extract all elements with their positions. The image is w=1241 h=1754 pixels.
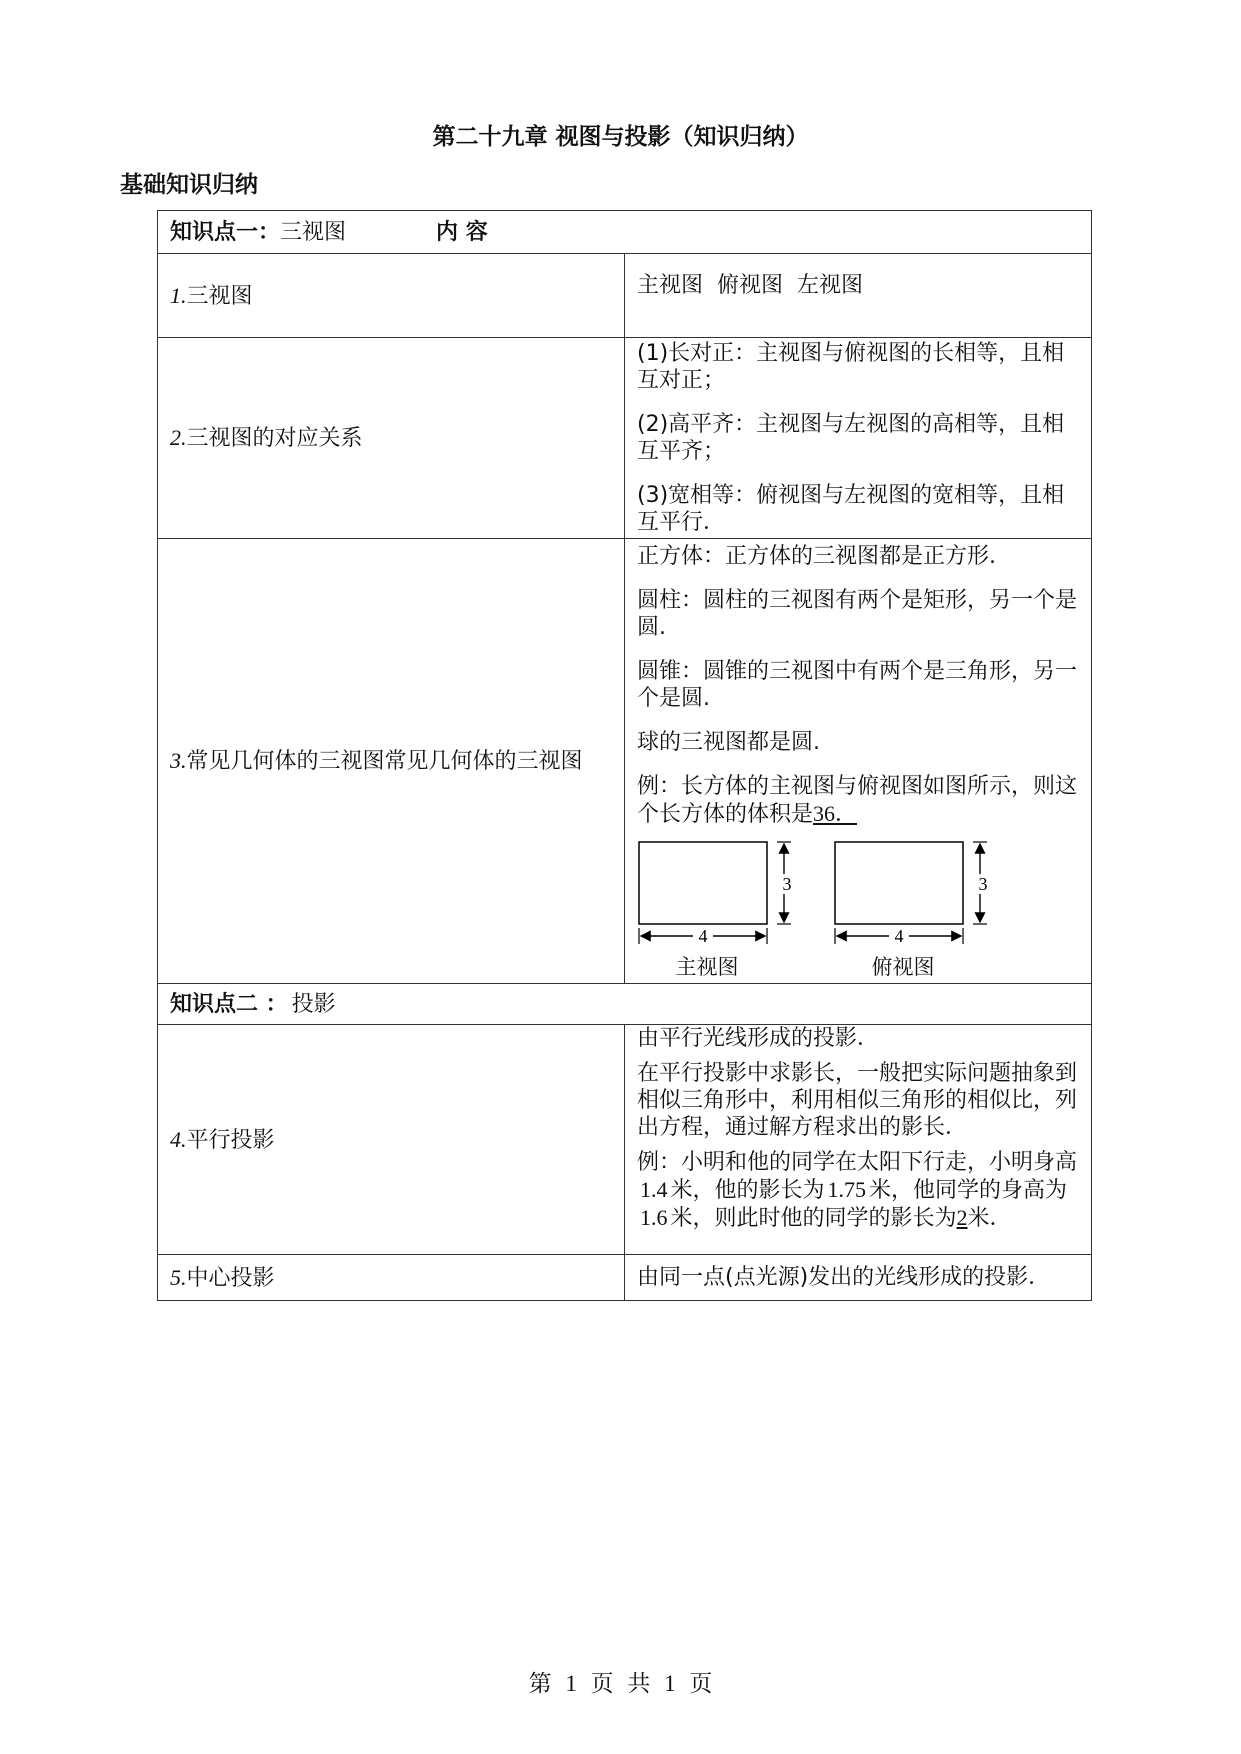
- page-title: 第二十九章 视图与投影（知识归纳）: [432, 124, 809, 150]
- row-label-text: 三视图: [186, 283, 253, 309]
- front-view-caption: 主视图: [675, 955, 739, 979]
- row-content: [625, 338, 1092, 539]
- front-view-diagram: [637, 838, 797, 950]
- rule-line: (1)长对正：主视图与俯视图的长相等，且相互对正；: [637, 341, 1065, 393]
- row-number: 4.: [170, 1126, 187, 1152]
- row-number: 5.: [170, 1264, 187, 1290]
- row-label: [158, 338, 625, 539]
- width-label: 4: [894, 926, 904, 946]
- kp2-label: 投影: [291, 991, 336, 1017]
- kp1-label: 三视图: [280, 219, 347, 245]
- table-row: [158, 1025, 1092, 1255]
- table-row: [158, 254, 1092, 338]
- knowledge-point-2-header: [158, 984, 1092, 1025]
- rule-line: (3)宽相等：俯视图与左视图的宽相等，且相互平行．: [637, 483, 1065, 535]
- width-label: 4: [698, 926, 708, 946]
- content-column-header: 内 容: [436, 219, 488, 245]
- solid-description: 圆锥：圆锥的三视图中有两个是三角形，另一个是圆.: [637, 659, 1078, 711]
- figures: [637, 838, 1079, 981]
- row-label-text: 常见几何体的三视图常见几何体的三视图: [186, 749, 583, 774]
- row-label: [158, 1255, 625, 1301]
- knowledge-table: [157, 210, 1092, 1301]
- solid-description: 球的三视图都是圆.: [637, 730, 820, 755]
- height-label: 3: [978, 874, 988, 894]
- table-row: [158, 1255, 1092, 1301]
- solid-description: 圆柱：圆柱的三视图有两个是矩形，另一个是圆.: [637, 588, 1078, 640]
- rule-line: (2)高平齐：主视图与左视图的高相等，且相互平齐；: [637, 412, 1065, 464]
- section-title: 基础知识归纳: [120, 172, 258, 198]
- three-views-names: 主视图 俯视图 左视图: [637, 273, 863, 298]
- knowledge-point-1-header: [158, 211, 1092, 254]
- table-row: [158, 338, 1092, 539]
- front-view-figure: [637, 838, 797, 981]
- example-answer: 2: [956, 1205, 968, 1230]
- example-answer: 36．: [813, 801, 858, 826]
- central-projection-definition: 由同一点(点光源)发出的光线形成的投影．: [637, 1265, 1051, 1290]
- row-number: 3.: [170, 748, 187, 773]
- row-label-text: 三视图的对应关系: [186, 426, 363, 451]
- row-number: 1.: [170, 282, 187, 308]
- row-label-text: 中心投影: [186, 1265, 275, 1291]
- page-footer: 第 1 页 共 1 页: [528, 1671, 713, 1696]
- top-view-figure: [833, 838, 993, 981]
- top-view-caption: 俯视图: [871, 955, 935, 979]
- row-content: [625, 254, 1092, 338]
- height-label: 3: [782, 874, 792, 894]
- row-number: 2.: [170, 425, 187, 450]
- row-label: [158, 539, 625, 984]
- row-label: [158, 1025, 625, 1255]
- row-content: [625, 1255, 1092, 1301]
- top-view-diagram: [833, 838, 993, 950]
- row-label: [158, 254, 625, 338]
- table-row: [158, 539, 1092, 984]
- parallel-projection-example: 例：小明和他的同学在太阳下行走，小明身高1.4 米，他的影长为 1.75 米，他同学的身高为1.6 米，则此时他的同学的影长为2米．: [637, 1150, 1078, 1231]
- example-text: 例：长方体的主视图与俯视图如图所示，则这个长方体的体积是36．: [637, 774, 1078, 827]
- row-content: [625, 1025, 1092, 1255]
- row-label-text: 平行投影: [186, 1127, 275, 1153]
- kp2-label-bold: 知识点二 ：: [170, 991, 288, 1017]
- parallel-projection-method: 在平行投影中求影长，一般把实际问题抽象到相似三角形中，利用相似三角形的相似比，列出方程，通过解方程求出的影长．: [637, 1061, 1078, 1140]
- row-content: [625, 539, 1092, 984]
- solid-description: 正方体：正方体的三视图都是正方形.: [637, 544, 996, 569]
- kp1-label-bold: 知识点一：: [170, 219, 281, 245]
- parallel-projection-definition: 由平行光线形成的投影．: [637, 1026, 880, 1051]
